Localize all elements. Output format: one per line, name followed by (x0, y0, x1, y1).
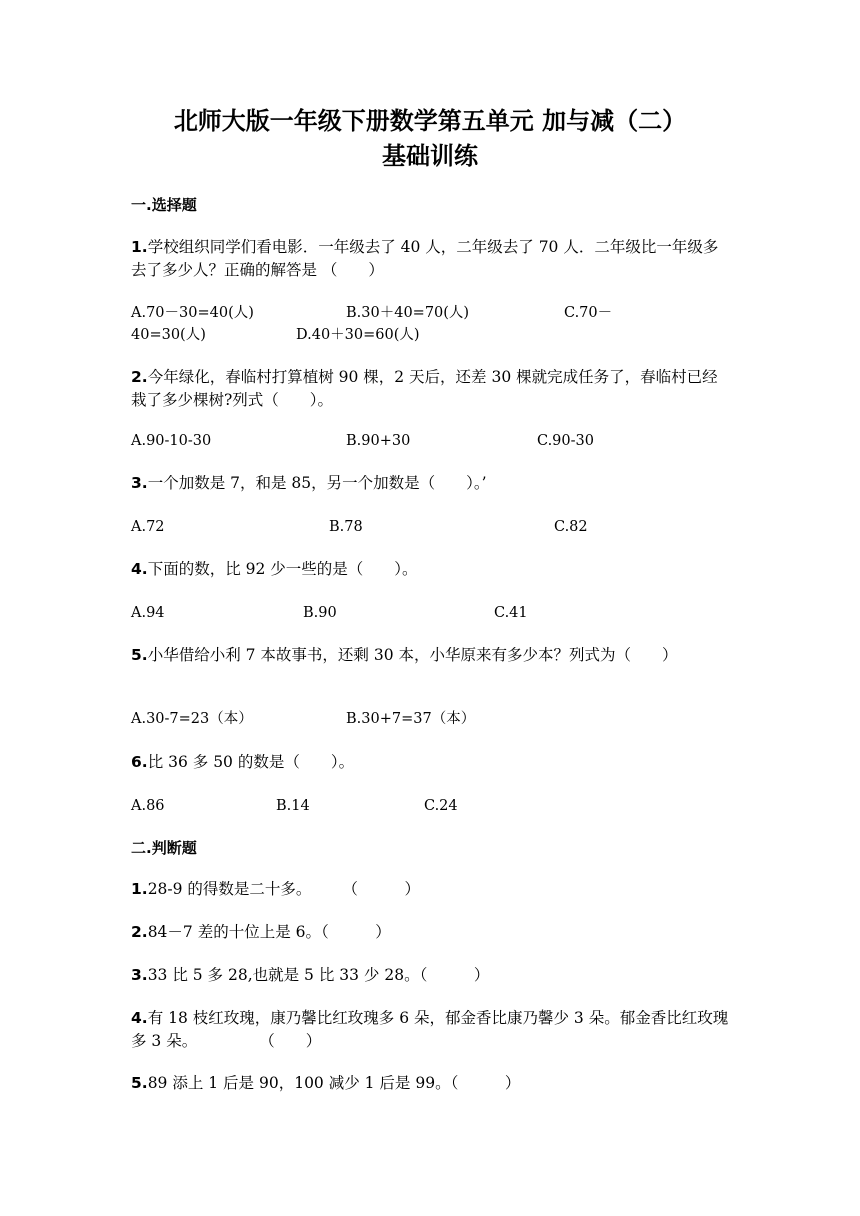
question-text: 89 添上 1 后是 90，100 减少 1 后是 99。（ ） (147, 1074, 521, 1092)
choice-option-5b: B.30+7=37（本） (346, 711, 476, 727)
choice-option-2a: A.90-10-30 (131, 433, 212, 449)
choice-question-3 (131, 472, 731, 495)
question-text: 有 18 枝红玫瑰，康乃馨比红玫瑰多 6 朵，郁金香比康乃馨少 3 朵。郁金香比红玫瑰多 3 朵。 （ ） (131, 1009, 729, 1050)
question-text: 28-9 的得数是二十多。 （ ） (147, 880, 420, 898)
choice-option-1d: D.40＋30=60(人) (296, 327, 420, 343)
choice-option-1c: C.70－ (564, 305, 613, 321)
choice-option-4c: C.41 (494, 605, 528, 621)
question-number: 6. (131, 753, 148, 771)
question-text: 下面的数，比 92 少一些的是（ ）。 (147, 560, 418, 578)
question-number: 2. (131, 368, 148, 386)
question-number: 2. (131, 923, 148, 941)
question-text: 84－7 差的十位上是 6。（ ） (147, 923, 391, 941)
choice-question-2 (131, 366, 731, 412)
question-number: 5. (131, 1074, 148, 1092)
choice-option-2c: C.90-30 (537, 433, 594, 449)
question-text: 小华借给小利 7 本故事书，还剩 30 本，小华原来有多少本？列式为（ ） (147, 646, 678, 664)
question-text: 今年绿化，春临村打算植树 90 棵，2 天后，还差 30 棵就完成任务了，春临村已经栽了多少棵树?列式（ ）。 (131, 368, 718, 409)
question-number: 3. (131, 966, 148, 984)
page-subtitle: 基础训练 (382, 142, 478, 170)
choice-option-3c: C.82 (554, 519, 588, 535)
choice-option-3b: B.78 (329, 519, 363, 535)
choice-option-2b: B.90+30 (346, 433, 411, 449)
choice-question-5 (131, 644, 691, 667)
question-text: 比 36 多 50 的数是（ ）。 (147, 753, 355, 771)
choice-option-6b: B.14 (276, 798, 310, 814)
choice-option-3a: A.72 (131, 519, 165, 535)
section-heading-judge: 二.判断题 (131, 839, 197, 857)
question-number: 4. (131, 560, 148, 578)
choice-option-1c-cont: 40=30(人) (131, 327, 206, 343)
judge-question-3 (131, 964, 731, 987)
page-title: 北师大版一年级下册数学第五单元 加与减（二） (173, 107, 687, 135)
choice-option-4b: B.90 (303, 605, 337, 621)
choice-option-1b: B.30＋40=70(人) (346, 305, 470, 321)
choice-option-6c: C.24 (424, 798, 458, 814)
choice-question-4 (131, 558, 731, 581)
choice-option-1a: A.70－30=40(人) (131, 305, 254, 321)
question-number: 1. (131, 238, 148, 256)
question-text: 33 比 5 多 28,也就是 5 比 33 少 28。（ ） (147, 966, 490, 984)
question-text: 学校组织同学们看电影．一年级去了 40 人，二年级去了 70 人．二年级比一年级多去了多少人？正确的解答是 （ ） (131, 238, 719, 279)
judge-question-4 (131, 1007, 731, 1053)
judge-question-1 (131, 878, 731, 901)
choice-option-5a: A.30-7=23（本） (131, 711, 253, 727)
question-text: 一个加数是 7，和是 85，另一个加数是（ ）。’ (147, 474, 487, 492)
section-heading-choice: 一.选择题 (131, 196, 197, 214)
judge-question-2 (131, 921, 731, 944)
question-number: 5. (131, 646, 148, 664)
choice-question-1 (131, 236, 731, 282)
question-number: 4. (131, 1009, 148, 1027)
choice-question-6 (131, 751, 731, 774)
question-number: 1. (131, 880, 148, 898)
judge-question-5 (131, 1072, 731, 1095)
choice-option-6a: A.86 (131, 798, 165, 814)
choice-option-4a: A.94 (131, 605, 165, 621)
question-number: 3. (131, 474, 148, 492)
